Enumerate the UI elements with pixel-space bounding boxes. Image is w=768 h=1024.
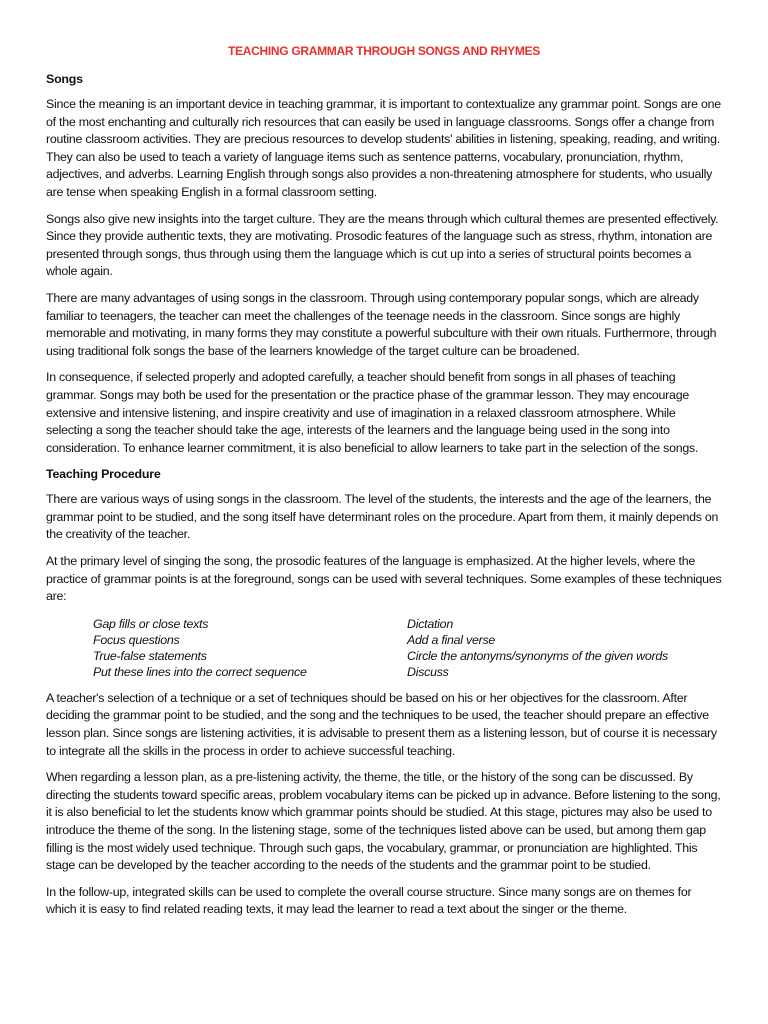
- paragraph: In consequence, if selected properly and adopted carefully, a teacher should benefit from songs in all phases of teaching grammar. Songs may both be used for the presentation or the practice phase of the grammar lesson. They may encourage extensive and intensive listening, and inspire creativity and use of imagination in a relaxed classroom atmosphere. While selecting a song the teacher should take the age, interests of the learners and the language being used in the song into consideration. To enhance learner commitment, it is also beneficial to allow learners to take part in the selection of the songs.: [46, 370, 699, 455]
- paragraph: There are many advantages of using songs in the classroom. Through using contemporary popular songs, which are already familiar to teenagers, the teacher can meet the challenges of the teenage needs in the classroom. Since songs are highly memorable and motivating, in many forms they may constitute a powerful subculture with their own rituals. Furthermore, through using traditional folk songs the base of the learners knowledge of the target culture can be broadened.: [46, 290, 717, 358]
- paragraph: In the follow-up, integrated skills can be used to complete the overall course structure. Since many songs are on themes for which it is easy to find related reading texts, it may lead the learner to read a text about the singer or the theme.: [46, 884, 692, 917]
- paragraph: At the primary level of singing the song, the prosodic features of the language is emphasized. At the higher levels, where the practice of grammar points is at the foreground, songs can be used with several techniques. Some examples of these techniques are:: [46, 554, 722, 604]
- technique-item: Gap fills or close texts: [93, 616, 209, 631]
- techniques-list: [93, 616, 722, 680]
- technique-item: Dictation: [407, 616, 453, 631]
- technique-item: Discuss: [407, 664, 449, 679]
- document-title: TEACHING GRAMMAR THROUGH SONGS AND RHYMES: [228, 44, 540, 58]
- paragraph: Songs also give new insights into the target culture. They are the means through which cultural themes are presented effectively. Since they provide authentic texts, they are motivating. Prosodic features of the language such as stress, rhythm, intonation are presented through songs, thus through using them the language which is cut up into a series of structural points becomes a whole again.: [46, 211, 719, 279]
- technique-item: Put these lines into the correct sequence: [93, 664, 307, 679]
- technique-item: True-false statements: [93, 648, 207, 663]
- paragraph: There are various ways of using songs in the classroom. The level of the students, the interests and the age of the learners, the grammar point to be studied, and the song itself have determinant roles on the procedure. Apart from them, it mainly depends on the creativity of the teacher.: [46, 492, 719, 542]
- paragraph: Since the meaning is an important device in teaching grammar, it is important to contextualize any grammar point. Songs are one of the most enchanting and culturally rich resources that can easily be used in language classrooms. Songs offer a change from routine classroom activities. They are precious resources to develop students' abilities in listening, speaking, reading, and writing. They can also be used to teach a variety of language items such as sentence patterns, vocabulary, pronunciation, rhythm, adjectives, and adverbs. Learning English through songs also provides a non-threatening atmosphere for students, who usually are tense when speaking English in a formal classroom setting.: [46, 97, 721, 199]
- paragraph: A teacher's selection of a technique or a set of techniques should be based on his or her objectives for the classroom. After deciding the grammar point to be studied, and the song and the techniques to be used, the teacher should prepare an effective lesson plan. Since songs are listening activities, it is advisable to present them as a listening lesson, but of course it is necessary to integrate all the skills in the process in order to achieve successful teaching.: [46, 690, 717, 758]
- technique-item: Circle the antonyms/synonyms of the given words: [407, 648, 668, 663]
- section-heading-teaching-procedure: Teaching Procedure: [46, 467, 161, 482]
- section-heading-songs: Songs: [46, 72, 83, 86]
- technique-item: Focus questions: [93, 632, 180, 647]
- technique-item: Add a final verse: [407, 632, 496, 647]
- paragraph: When regarding a lesson plan, as a pre-listening activity, the theme, the title, or the history of the song can be discussed. By directing the students toward specific areas, problem vocabulary items can be picked up in advance. Before listening to the song, it is also beneficial to let the students know which grammar points should be studied. At this stage, pictures may also be used to introduce the theme of the song. In the listening stage, some of the techniques listed above can be used, but among them gap filling is the most widely used technique. Through such gaps, the vocabulary, grammar, or pronunciation are highlighted. This stage can be developed by the teacher according to the needs of the students and the grammar point to be studied.: [46, 770, 721, 873]
